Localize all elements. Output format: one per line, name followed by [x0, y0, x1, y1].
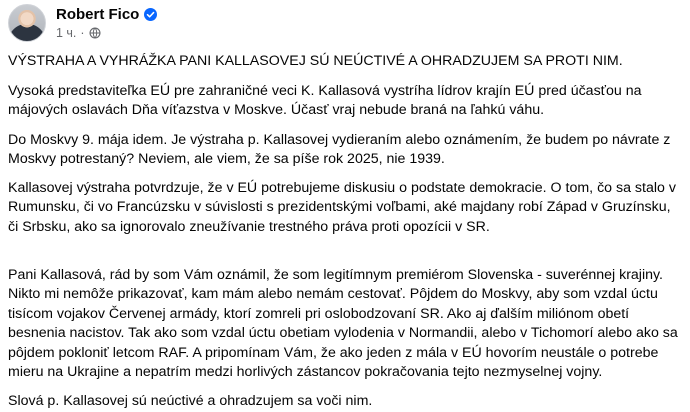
post-timestamp[interactable]: 1 ч.	[56, 26, 77, 40]
post-paragraph: Vysoká predstaviteľka EÚ pre zahraničné veci K. Kallasová vystríha lídrov krajín EÚ pred účasťou na májových oslavách Dňa víťazstva v Moskve. Účasť vraj nebude braná na ľahkú váhu.	[8, 83, 642, 119]
meta-separator: ·	[80, 26, 85, 40]
post-paragraph: Do Moskvy 9. mája idem. Je výstraha p. Kallasovej vydieraním alebo oznámením, že budem po návrate z Moskvy potrestaný? Neviem, ale viem, že sa píše rok 2025, nie 1939.	[8, 132, 671, 168]
post-paragraph: VÝSTRAHA A VYHRÁŽKA PANI KALLASOVEJ SÚ NEÚCTIVÉ A OHRADZUJEM SA PROTI NIM.	[8, 53, 623, 69]
author-avatar[interactable]	[8, 4, 46, 42]
verified-badge-icon	[144, 8, 157, 21]
globe-icon[interactable]	[89, 27, 101, 39]
author-row	[56, 5, 157, 23]
post-paragraph: Slová p. Kallasovej sú neúctivé a ohradzujem sa voči nim.	[8, 393, 373, 409]
post-header	[8, 4, 157, 48]
post-paragraph: Pani Kallasová, rád by som Vám oznámil, že som legitímnym premiérom Slovenska - suverénnej krajiny. Nikto mi nemôže prikazovať, kam mám alebo nemám cestovať. Pôjdem do Moskvy, aby som vzdal úctu tisícom vojakov Červenej armády, ktorí zomreli pri oslobodzovaní SR. Ako aj ďalším miliónom obetí besnenia nacistov. Tak ako som vzdal úctu obetiam vylodenia v Normandii, alebo v Tichomorí alebo ako sa pôjdem pokloniť letcom RAF. A pripomínam Vám, že ako jeden z mála v EÚ hovorím neustále o potrebe mieru na Ukrajine a nepatrím medzi horlivých zástancov pokračovania tejto nezmyselnej vojny.	[8, 267, 678, 381]
post-paragraph: Kallasovej výstraha potvrdzuje, že v EÚ potrebujeme diskusiu o podstate demokracie. O tom, čo sa stalo v Rumunsku, či vo Francúzsku v súvislosti s prezidentskými voľbami, aké majdany robí Západ v Gruzínsku, či Srbsku, ako sa ignorovalo zneužívanie trestného práva proti opozícii v SR.	[8, 180, 676, 235]
post-subline	[56, 26, 157, 40]
post-meta	[56, 5, 157, 40]
author-name[interactable]: Robert Fico	[56, 5, 140, 23]
